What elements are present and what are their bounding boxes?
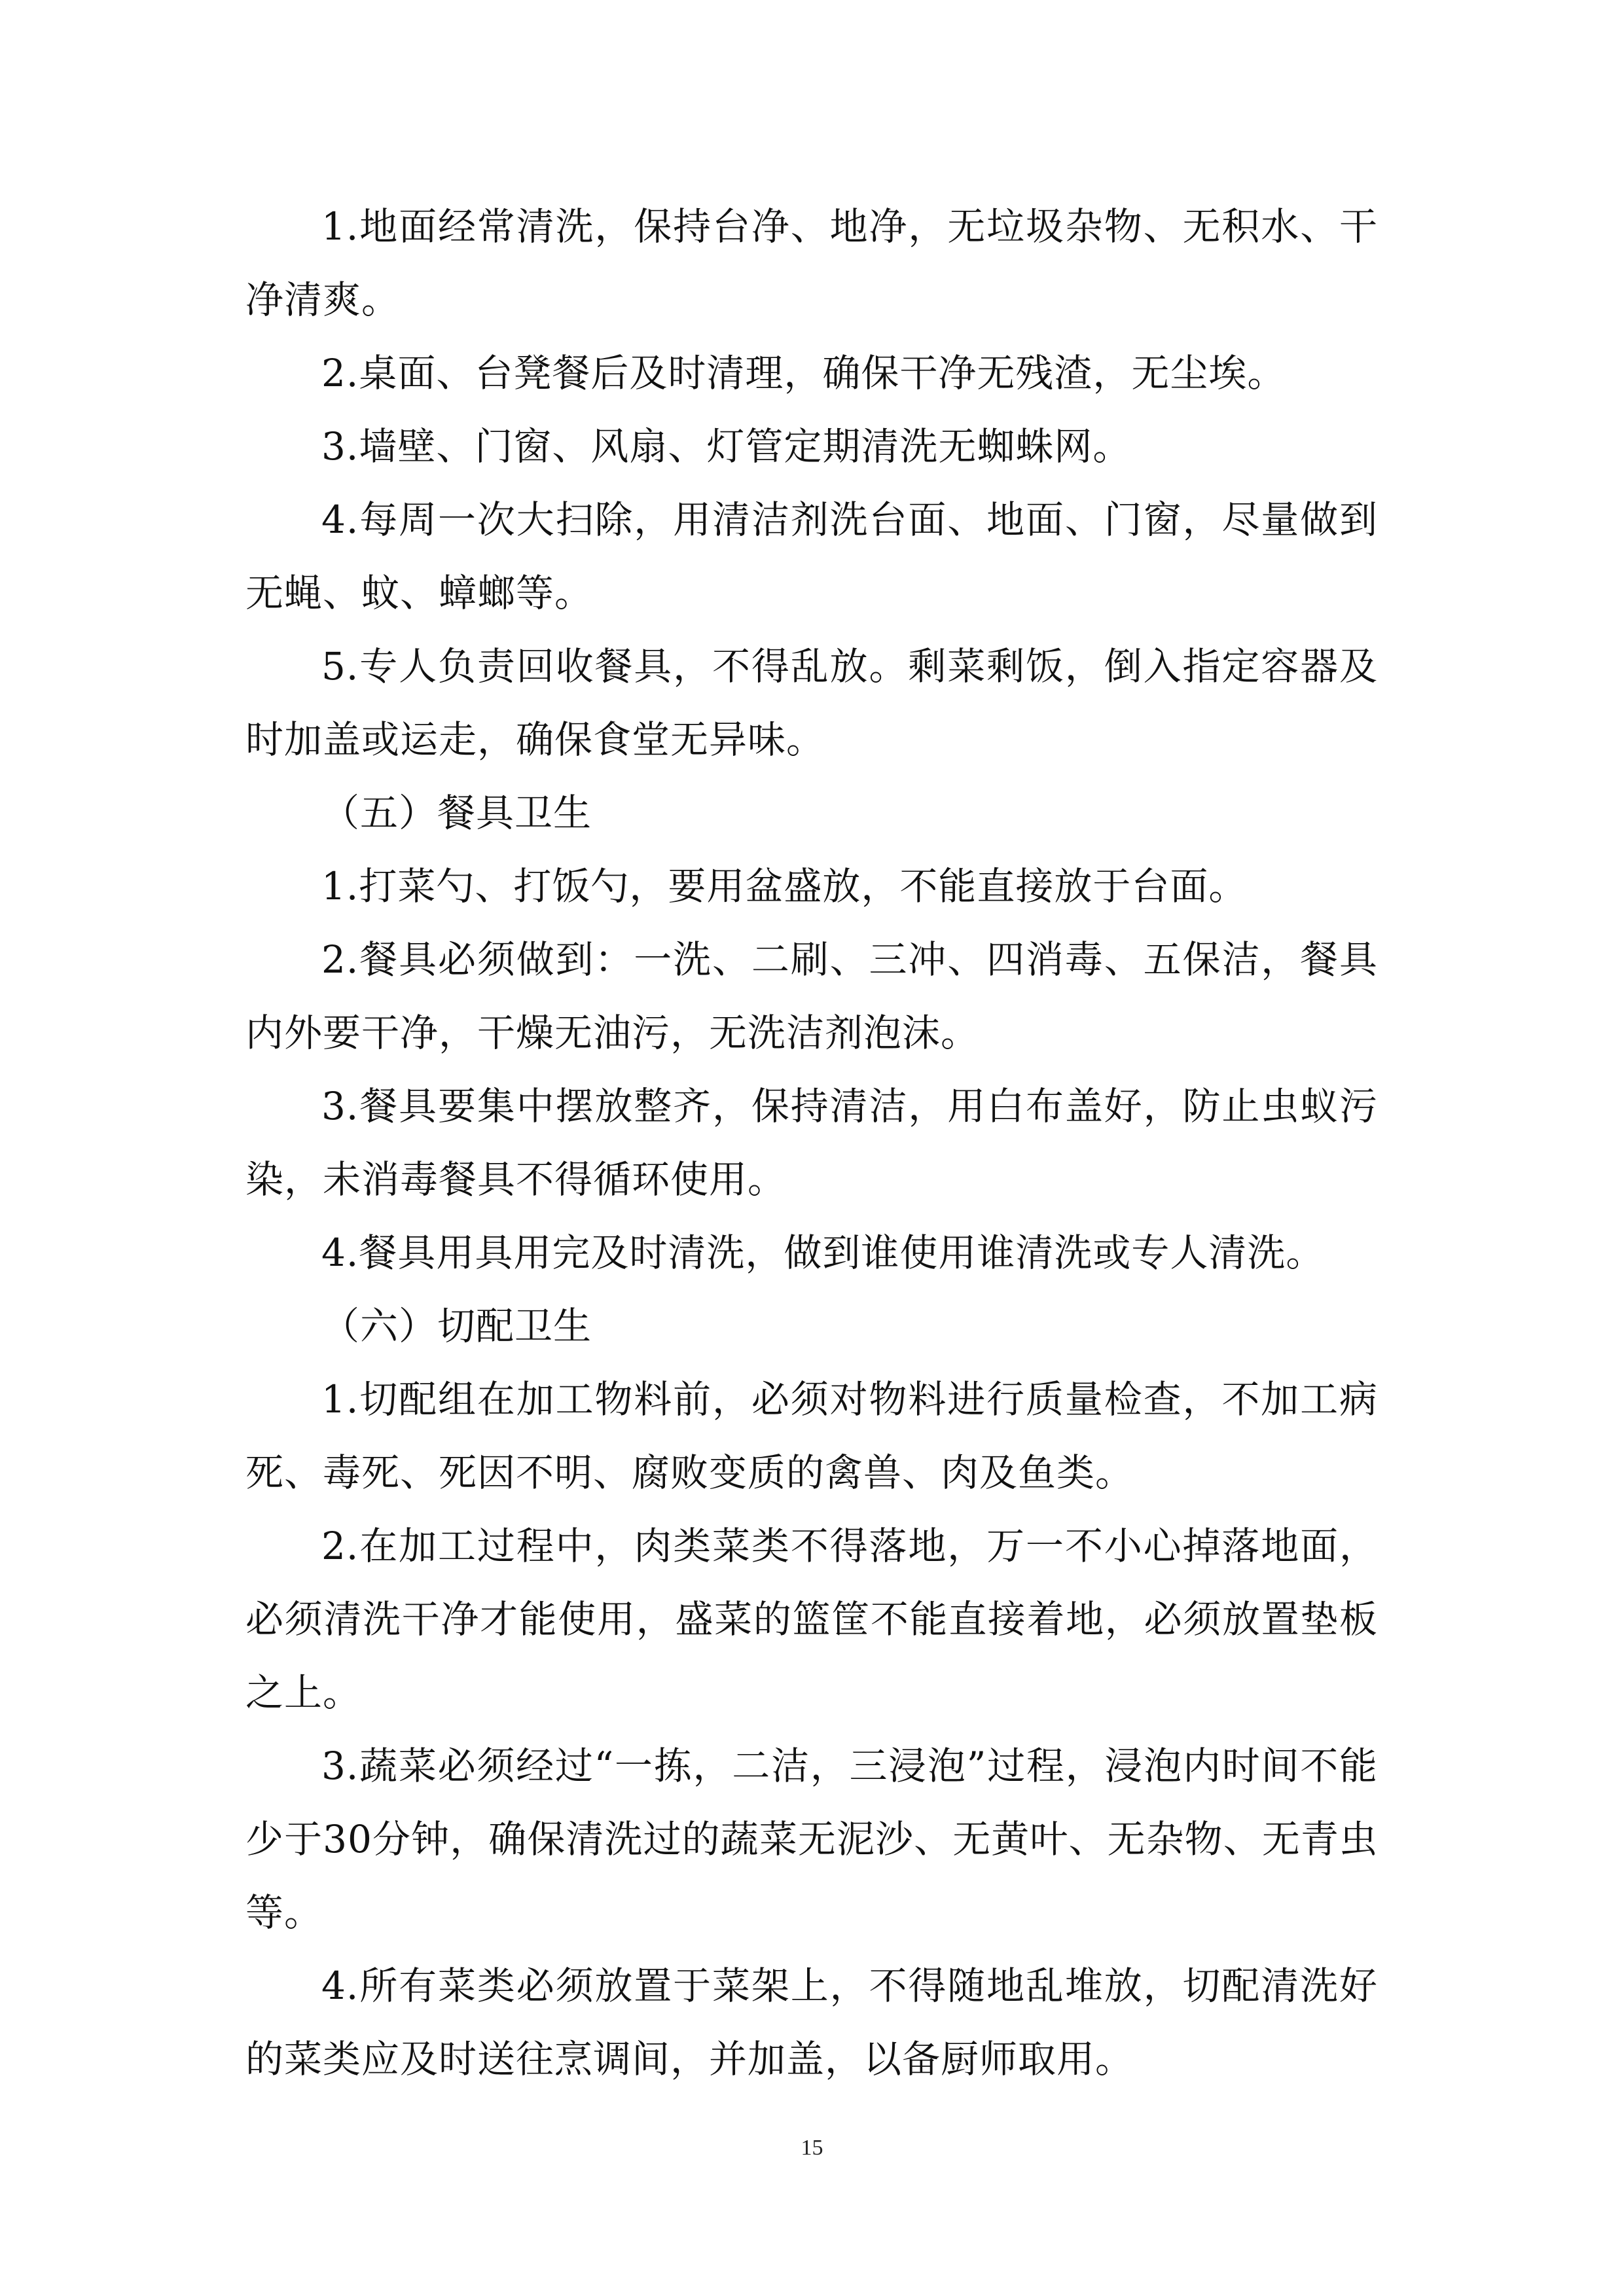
paragraph-weekly-cleanup: 4.每周一次大扫除，用清洁剂洗台面、地面、门窗，尽量做到无蝇、蚊、蟑螂等。 <box>245 497 1378 615</box>
paragraph-vegetable-soaking: 3.蔬菜必须经过“一拣，二洁，三浸泡”过程，浸泡内时间不能少于30分钟，确保清洗过的蔬菜无泥沙、无黄叶、无杂物、无青虫等。 <box>245 1744 1378 1935</box>
paragraph-serving-ladles: 1.打菜勺、打饭勺，要用盆盛放，不能直接放于台面。 <box>321 864 1248 908</box>
paragraph-vegetable-racks: 4.所有菜类必须放置于菜架上，不得随地乱堆放，切配清洗好的菜类应及时送往烹调间，并加盖，以备厨师取用。 <box>245 1964 1378 2081</box>
paragraph-material-inspection: 1.切配组在加工物料前，必须对物料进行质量检查，不加工病死、毒死、死因不明、腐败变质的禽兽、肉及鱼类。 <box>245 1377 1378 1495</box>
paragraph-tableware-steps: 2.餐具必须做到：一洗、二刷、三冲、四消毒、五保洁，餐具内外要干净，干燥无油污，无洗洁剂泡沫。 <box>245 937 1378 1055</box>
paragraph-tables-benches: 2.桌面、台凳餐后及时清理，确保干净无残渣，无尘埃。 <box>321 351 1286 395</box>
section-heading-cutting-hygiene: （六）切配卫生 <box>321 1304 592 1348</box>
page-number: 15 <box>801 2136 823 2160</box>
paragraph-walls-windows: 3.墙壁、门窗、风扇、灯管定期清洗无蜘蛛网。 <box>321 424 1132 469</box>
paragraph-floor-cleaning: 1.地面经常清洗，保持台净、地净，无垃圾杂物、无积水、干净清爽。 <box>245 204 1378 322</box>
paragraph-tableware-storage: 3.餐具要集中摆放整齐，保持清洁，用白布盖好，防止虫蚁污染，未消毒餐具不得循环使用。 <box>245 1084 1378 1202</box>
page-body <box>245 190 1378 2096</box>
paragraph-tableware-collection: 5.专人负责回收餐具，不得乱放。剩菜剩饭，倒入指定容器及时加盖或运走，确保食堂无异味。 <box>245 644 1378 762</box>
paragraph-tableware-washing: 4.餐具用具用完及时清洗，做到谁使用谁清洗或专人清洗。 <box>321 1230 1325 1275</box>
paragraph-no-dropping: 2.在加工过程中，肉类菜类不得落地，万一不小心掉落地面，必须清洗干净才能使用，盛菜的篮筐不能直接着地，必须放置垫板之上。 <box>245 1524 1378 1715</box>
section-heading-tableware-hygiene: （五）餐具卫生 <box>321 791 592 835</box>
